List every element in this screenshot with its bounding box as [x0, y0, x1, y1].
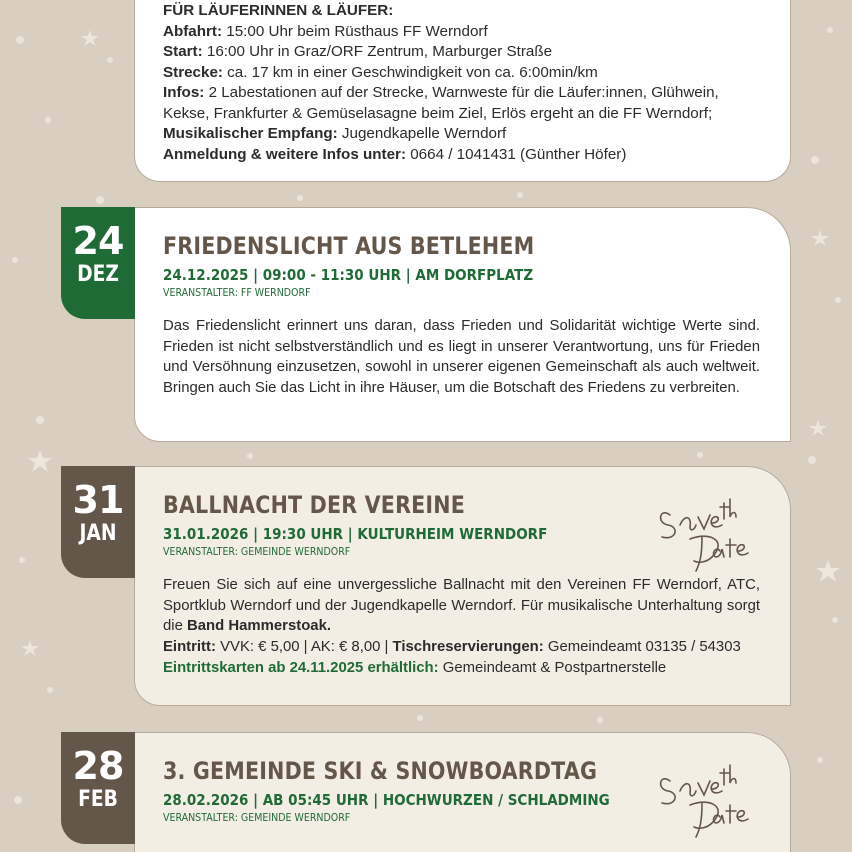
event-description: Freuen Sie sich auf eine unvergessliche Ballnacht mit den Vereinen FF Werndorf, ATC, Sportklub Werndorf und der Jugendkapelle Werndorf. Für musikalische Unterhaltung sorgt die Band Hammerstoak. Eintritt: VVK: € 5,00 | AK: € 8,00 | Tischreservierungen: Gemeindeamt 03135 / 54303 Eintrittskarten ab 24.11.2025 erhältlich: Gemeindeamt & Postpartnerstelle — [163, 577, 760, 676]
event-card-friedenslicht — [134, 207, 791, 442]
date-tab-31-jan — [61, 466, 135, 578]
event-card-ballnacht — [134, 466, 791, 706]
event-organizer: VERANSTALTER: GEMEINDE WERNDORF — [163, 545, 351, 558]
event-organizer: VERANSTALTER: FF WERNDORF — [163, 286, 311, 299]
event-title: 3. GEMEINDE SKI & SNOWBOARDTAG — [163, 757, 598, 785]
save-the-date-badge — [650, 751, 760, 841]
date-month: JAN — [79, 521, 117, 546]
event-date-time-location: 24.12.2025 | 09:00 - 11:30 UHR | AM DORFPLATZ — [163, 266, 534, 284]
info-line-route: Strecke: ca. 17 km in einer Geschwindigkeit von ca. 6:00min/km — [163, 63, 598, 81]
event-title: BALLNACHT DER VEREINE — [163, 491, 465, 519]
date-month: DEZ — [77, 262, 119, 287]
event-card-skitag — [134, 732, 791, 852]
save-the-date-badge — [650, 485, 760, 575]
event-date-time-location: 28.02.2026 | AB 05:45 UHR | HOCHWURZEN / SCHLADMING — [163, 791, 610, 809]
event-organizer: VERANSTALTER: GEMEINDE WERNDORF — [163, 811, 351, 824]
date-day: 31 — [72, 478, 124, 522]
event-date-time-location: 31.01.2026 | 19:30 UHR | KULTURHEIM WERNDORF — [163, 525, 548, 543]
info-line-infos: Infos: 2 Labestationen auf der Strecke, Warnweste für die Läufer:innen, Glühwein, — [163, 84, 719, 101]
info-line-departure: Abfahrt: 15:00 Uhr beim Rüsthaus FF Werndorf — [163, 22, 488, 40]
event-title: FRIEDENSLICHT AUS BETLEHEM — [163, 232, 535, 260]
date-month: FEB — [78, 787, 118, 812]
date-day: 24 — [72, 219, 124, 263]
info-line-registration: Anmeldung & weitere Infos unter: 0664 / 1041431 (Günther Höfer) — [163, 145, 627, 163]
info-line-start: Start: 16:00 Uhr in Graz/ORF Zentrum, Marburger Straße — [163, 43, 553, 60]
info-line-music: Musikalischer Empfang: Jugendkapelle Werndorf — [163, 125, 507, 142]
event-description: Das Friedenslicht erinnert uns daran, dass Frieden und Solidarität wichtige Werte sind. Frieden ist nicht selbstverständlich und es liegt in unserer Verantwortung, uns für Frieden und Versöhnung einzusetzen, sowohl in unserer eigenen Gemeinschaft als auch weltweit. Bringen auch Sie das Licht in ihre Häuser, um die Botschaft des Friedens zu verbreiten. — [163, 318, 760, 397]
runners-heading: FÜR LÄUFERINNEN & LÄUFER: — [163, 2, 394, 19]
date-tab-24-dez — [61, 207, 135, 319]
runners-info-card — [134, 0, 791, 182]
date-day: 28 — [72, 744, 124, 788]
info-line-infos-cont: Kekse, Frankfurter & Gemüselasagne beim Ziel, Erlös ergeht an die FF Werndorf; — [163, 104, 713, 122]
date-tab-28-feb — [61, 732, 135, 844]
